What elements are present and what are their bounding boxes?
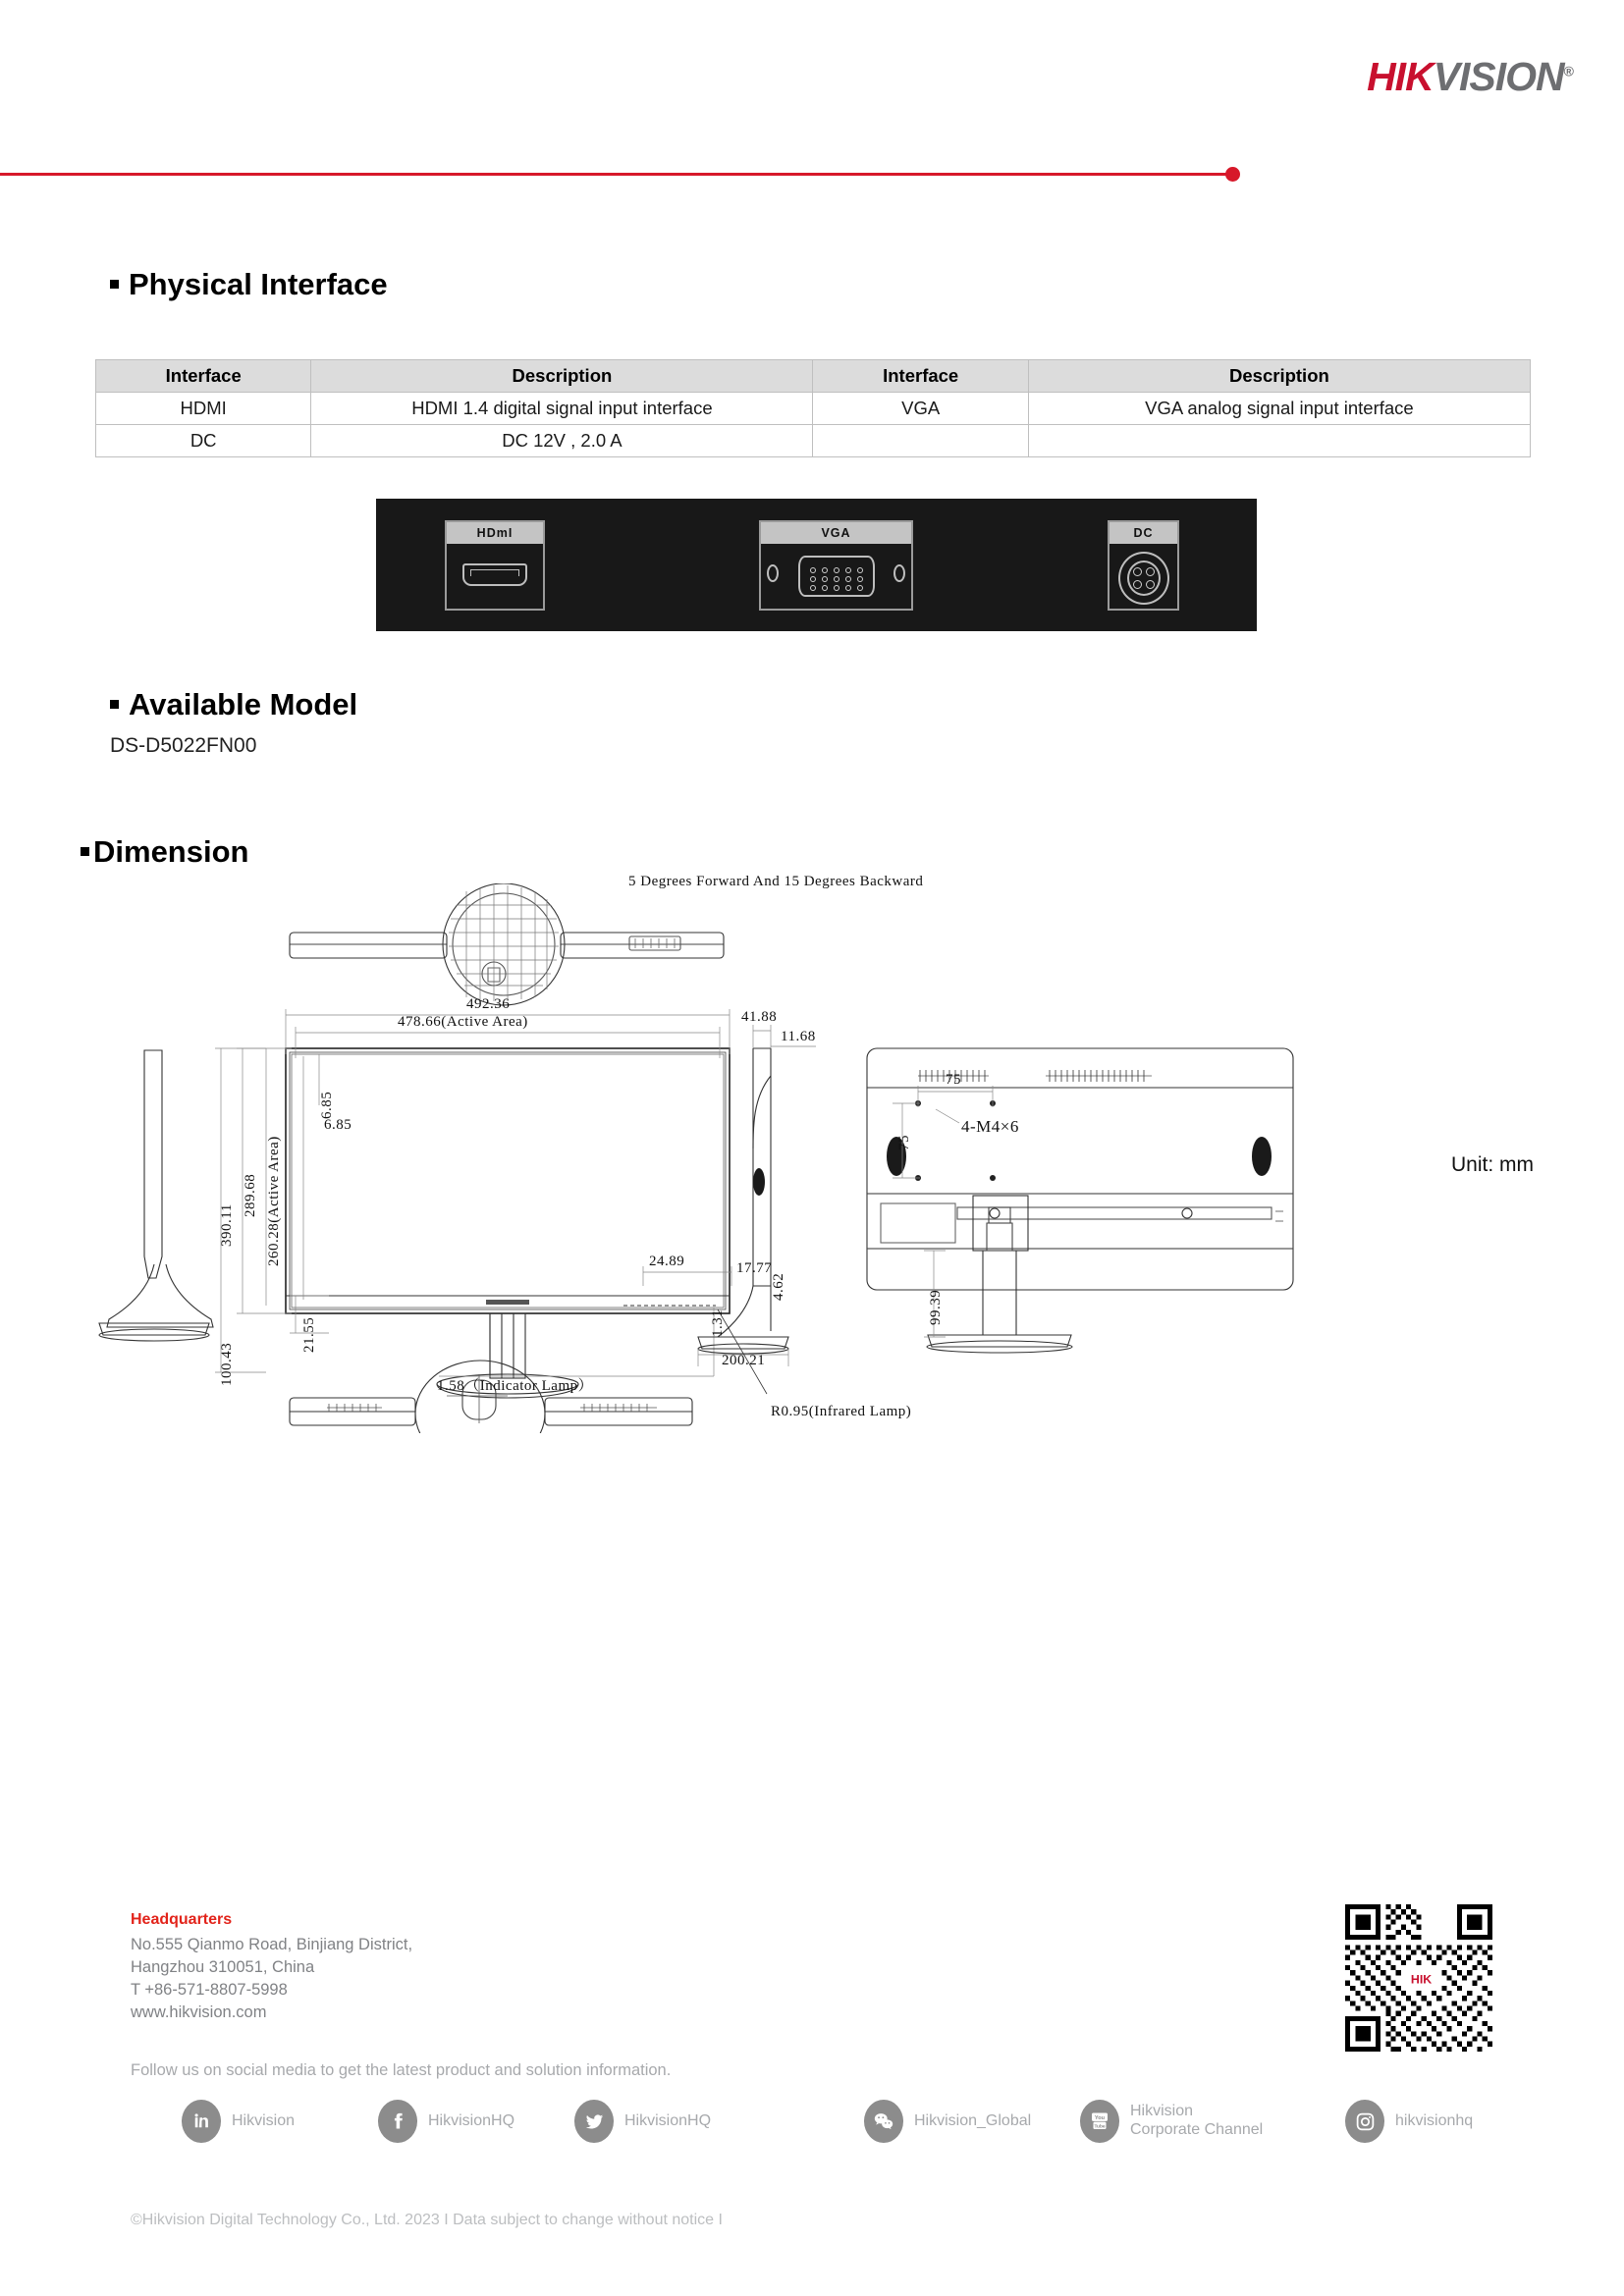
- square-bullet-icon: [110, 700, 119, 709]
- dim-rear-height: 99.39: [928, 1289, 944, 1325]
- dim-tilt-note: 5 Degrees Forward And 15 Degrees Backward: [628, 874, 924, 889]
- hdmi-port-area: [447, 544, 543, 611]
- dimension-drawing: [93, 874, 1537, 1433]
- copyright-text: ©Hikvision Digital Technology Co., Ltd. 2023 I Data subject to change without notice I: [131, 2212, 723, 2228]
- dim-base-depth: 200.21: [722, 1353, 766, 1368]
- dim-vesa-screw: 4-M4×6: [961, 1117, 1019, 1136]
- dim-width-active: 478.66(Active Area): [398, 1014, 528, 1030]
- social-link-wechat[interactable]: [864, 2099, 1031, 2144]
- svg-text:You: You: [1094, 2115, 1106, 2121]
- col-header-interface-1: Interface: [96, 360, 311, 393]
- social-label-facebook: HikvisionHQ: [428, 2111, 515, 2129]
- top-view: [290, 883, 724, 1005]
- dim-vesa-vertical: 75: [896, 1135, 912, 1150]
- bottom-view: [290, 1361, 692, 1433]
- dim-stand-height: 100.43: [219, 1342, 235, 1386]
- social-label-linkedin: Hikvision: [232, 2111, 296, 2129]
- headquarters-title: Headquarters: [131, 1911, 233, 1928]
- header-rule: [0, 173, 1229, 176]
- cell-interface-dc: DC: [96, 425, 311, 457]
- col-header-description-1: Description: [311, 360, 813, 393]
- col-header-interface-2: Interface: [813, 360, 1028, 393]
- square-bullet-icon: [81, 847, 89, 856]
- dim-depth-131: 1.31: [710, 1308, 726, 1337]
- vga-pin-grid: [807, 564, 866, 588]
- dim-side-thin: 11.68: [781, 1029, 816, 1044]
- svg-text:HIK: HIK: [1410, 1972, 1433, 1987]
- social-label-wechat: Hikvision_Global: [914, 2111, 1032, 2129]
- dim-height-total: 390.11: [219, 1203, 235, 1247]
- dim-height-panel: 289.68: [243, 1173, 258, 1217]
- phone-number: T +86-571-8807-5998: [131, 1981, 288, 1999]
- dim-bezel-left: 6.85: [324, 1117, 352, 1133]
- table-header-row: [96, 360, 1531, 393]
- cell-interface-vga: VGA: [813, 393, 1028, 425]
- dim-infrared-lamp: R0.95(Infrared Lamp): [771, 1404, 912, 1419]
- linkedin-icon: [182, 2100, 221, 2143]
- dimension-heading: [81, 834, 248, 870]
- available-model-heading: [110, 687, 357, 722]
- cell-interface-hdmi: HDMI: [96, 393, 311, 425]
- vga-connector-label: VGA: [761, 522, 911, 544]
- dim-depth-462: 4.62: [771, 1272, 786, 1301]
- svg-text:Tube: Tube: [1094, 2124, 1106, 2130]
- dim-width-total: 492.36: [466, 996, 511, 1012]
- social-label-instagram: hikvisionhq: [1395, 2111, 1474, 2129]
- square-bullet-icon: [110, 280, 119, 289]
- rear-connector-panel-image: [376, 499, 1257, 631]
- instagram-icon: [1345, 2100, 1384, 2143]
- physical-interface-heading: [110, 267, 388, 302]
- available-model-heading-text: Available Model: [129, 687, 358, 721]
- dc-port-inner-ring: [1127, 561, 1161, 596]
- dimension-heading-text: Dimension: [93, 834, 249, 869]
- dim-height-active: 260.28(Active Area): [266, 1136, 282, 1266]
- physical-interface-table: [95, 359, 1531, 457]
- social-label-twitter: HikvisionHQ: [624, 2111, 712, 2129]
- vga-screw-left-icon: [767, 564, 779, 582]
- registered-trademark-icon: ®: [1563, 63, 1573, 80]
- vga-port-area: [761, 544, 911, 611]
- hikvision-logo: [1367, 54, 1573, 99]
- qr-code-svg: [1345, 1904, 1492, 2052]
- dim-side-depth: 41.88: [741, 1009, 778, 1025]
- qr-code: [1345, 1904, 1492, 2052]
- youtube-icon: [1080, 2100, 1119, 2143]
- hdmi-connector-label: HDmI: [447, 522, 543, 544]
- facebook-icon: [378, 2100, 417, 2143]
- twitter-bird-icon: [574, 2100, 614, 2143]
- col-header-description-2: Description: [1028, 360, 1530, 393]
- website-link[interactable]: www.hikvision.com: [131, 2003, 267, 2021]
- social-label-youtube-line2: Corporate Channel: [1130, 2121, 1264, 2138]
- left-side-view: [99, 1050, 213, 1341]
- follow-us-text: Follow us on social media to get the latest product and solution information.: [131, 2061, 672, 2079]
- social-link-instagram[interactable]: [1345, 2099, 1473, 2144]
- header-rule-dot-icon: [1225, 167, 1240, 182]
- physical-interface-heading-text: Physical Interface: [129, 267, 388, 301]
- cell-description-empty: [1028, 425, 1530, 457]
- logo-hik-text: HIK: [1367, 54, 1434, 99]
- vga-screw-right-icon: [893, 564, 905, 582]
- social-link-youtube[interactable]: [1080, 2099, 1263, 2144]
- dim-vesa-horizontal: 75: [946, 1072, 961, 1088]
- cell-description-dc: DC 12V , 2.0 A: [311, 425, 813, 457]
- dc-port-icon: [1118, 552, 1169, 605]
- unit-label: Unit: mm: [1451, 1153, 1534, 1176]
- dim-depth-notch: 24.89: [649, 1254, 685, 1269]
- dc-connector: [1108, 520, 1179, 611]
- front-view: [286, 1048, 730, 1398]
- social-link-twitter[interactable]: [574, 2099, 711, 2144]
- dc-port-area: [1110, 544, 1177, 611]
- cell-description-vga: VGA analog signal input interface: [1028, 393, 1530, 425]
- hdmi-port-icon: [462, 563, 527, 586]
- model-number: DS-D5022FN00: [110, 734, 257, 757]
- vga-port-icon: [798, 556, 875, 597]
- social-link-linkedin[interactable]: [182, 2099, 295, 2144]
- vga-connector: [759, 520, 913, 611]
- address-line-1: No.555 Qianmo Road, Binjiang District,: [131, 1936, 413, 1953]
- dim-bezel-top: 6.85: [319, 1091, 335, 1119]
- dim-depth-17: 17.77: [736, 1260, 773, 1276]
- table-row: [96, 393, 1531, 425]
- logo-vision-text: VISION: [1433, 54, 1564, 99]
- dim-panel-bottom: 21.55: [301, 1316, 317, 1353]
- dimension-lines-front: [215, 1009, 731, 1376]
- social-label-youtube: [1130, 2103, 1263, 2140]
- wechat-icon: [864, 2100, 903, 2143]
- table-row: [96, 425, 1531, 457]
- cell-interface-empty: [813, 425, 1028, 457]
- dc-connector-label: DC: [1110, 522, 1177, 544]
- cell-description-hdmi: HDMI 1.4 digital signal input interface: [311, 393, 813, 425]
- hdmi-connector: [445, 520, 545, 611]
- dim-indicator-lamp: 1.58（Indicator Lamp）: [437, 1378, 594, 1394]
- address-line-2: Hangzhou 310051, China: [131, 1958, 315, 1976]
- social-link-facebook[interactable]: [378, 2099, 514, 2144]
- social-label-youtube-line1: Hikvision: [1130, 2103, 1194, 2120]
